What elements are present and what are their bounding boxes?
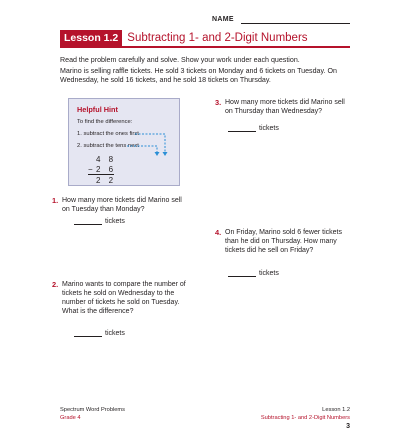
answer-3 [228, 125, 279, 132]
ones-arrow [135, 134, 165, 153]
hint-top-number: 4 8 [96, 155, 117, 164]
hint-title: Helpful Hint [77, 105, 118, 114]
page-number: 3 [346, 423, 350, 430]
question-4 [215, 228, 345, 255]
name-label: NAME [212, 16, 234, 23]
answer-blank[interactable] [74, 218, 102, 225]
question-3 [215, 98, 345, 116]
tens-arrowhead [155, 152, 160, 156]
hint-line: 1. subtract the ones first [77, 131, 139, 137]
lesson-title: Subtracting 1- and 2-Digit Numbers [127, 32, 308, 44]
footer-grade: Grade 4 [60, 414, 81, 421]
footer-book-info [60, 407, 125, 422]
answer-blank[interactable] [74, 330, 102, 337]
question-text: Marino wants to compare the number of tickets he sold on Wednesday to the number of tickets he sold on Tuesday. What is the difference? [62, 281, 186, 315]
question-number: 3. [215, 98, 222, 107]
answer-unit: tickets [105, 330, 125, 337]
instruction-text: Read the problem carefully and solve. Show your work under each question. [60, 56, 300, 64]
helpful-hint-box [68, 98, 180, 186]
question-1 [52, 196, 187, 214]
hint-bottom-number: 2 6 [96, 165, 117, 174]
hint-arrows [69, 99, 181, 187]
answer-blank[interactable] [228, 125, 256, 132]
intro-paragraph: Marino is selling raffle tickets. He sold 3 tickets on Monday and 6 tickets on Tuesday. On Wednesday, he sold 16 tickets, and he sold 18 tickets on Thursday. [60, 67, 337, 85]
hint-result: 2 2 [96, 176, 117, 185]
footer-lesson-title: Subtracting 1- and 2-Digit Numbers [260, 414, 350, 421]
hint-operator: − [88, 165, 96, 174]
question-2 [52, 280, 187, 316]
tens-arrow [127, 146, 157, 153]
answer-2 [74, 330, 125, 337]
answer-unit: tickets [105, 218, 125, 225]
question-text: How many more tickets did Marino sell on Tuesday than Monday? [62, 197, 182, 213]
question-text: How many more tickets did Marino sell on Thursday than Wednesday? [225, 99, 345, 115]
lesson-tag: Lesson 1.2 [60, 30, 122, 46]
lesson-header [60, 30, 350, 48]
answer-4 [228, 270, 279, 277]
answer-unit: tickets [259, 125, 279, 132]
answer-unit: tickets [259, 270, 279, 277]
hint-sum-line [88, 174, 114, 175]
question-number: 2. [52, 280, 59, 289]
question-number: 4. [215, 228, 222, 237]
name-field[interactable] [241, 23, 350, 24]
answer-1 [74, 218, 125, 225]
question-number: 1. [52, 196, 59, 205]
hint-line: 2. subtract the tens next [77, 143, 139, 149]
footer-lesson-info [261, 407, 350, 422]
footer-book-title: Spectrum Word Problems [60, 407, 126, 413]
footer-lesson: Lesson 1.2 [322, 407, 350, 413]
hint-line: To find the difference: [77, 119, 133, 125]
question-text: On Friday, Marino sold 6 fewer tickets than he did on Thursday. How many tickets did he sell on Friday? [225, 229, 342, 254]
ones-arrowhead [163, 152, 168, 156]
answer-blank[interactable] [228, 270, 256, 277]
